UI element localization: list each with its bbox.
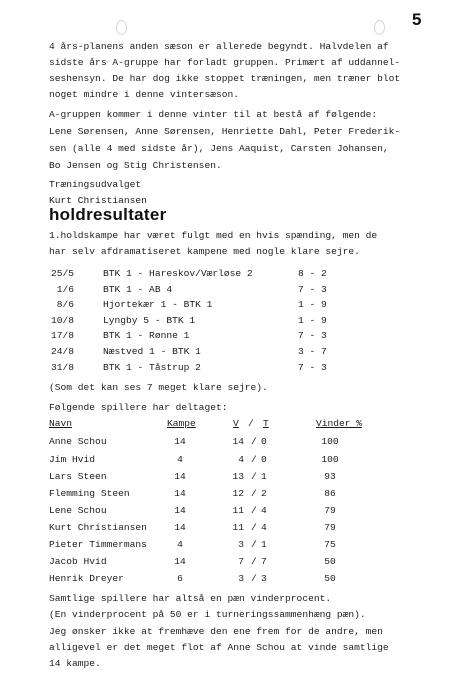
player-separator: /	[251, 436, 257, 447]
player-name: Kurt Christiansen	[49, 522, 147, 533]
header-won: V	[233, 418, 239, 429]
results-intro-line: har selv afdramatiseret kampene med nogle klare sejre.	[49, 246, 360, 257]
player-won: 13	[232, 471, 244, 482]
match-date: 24/8	[50, 346, 74, 357]
match-score: 1 - 9	[298, 315, 327, 326]
player-won: 11	[232, 522, 244, 533]
player-won: 14	[232, 436, 244, 447]
player-separator: /	[251, 522, 257, 533]
matches-note: (Som det kan ses 7 meget klare sejre).	[49, 382, 268, 393]
player-lost: 0	[261, 454, 267, 465]
player-win-pct: 93	[324, 471, 336, 482]
match-teams: Lyngby 5 - BTK 1	[103, 315, 196, 326]
player-lost: 1	[261, 471, 267, 482]
intro-line: noget mindre i denne vintersæson.	[49, 89, 239, 100]
header-matches: Kampe	[167, 418, 196, 429]
player-name: Lars Steen	[49, 471, 107, 482]
player-win-pct: 86	[324, 488, 336, 499]
player-name: Lene Schou	[49, 505, 107, 516]
player-separator: /	[251, 505, 257, 516]
player-separator: /	[251, 539, 257, 550]
player-name: Flemming Steen	[49, 488, 130, 499]
player-won: 3	[238, 539, 244, 550]
match-teams: Hjortekær 1 - BTK 1	[103, 299, 213, 310]
player-matches: 14	[174, 505, 186, 516]
match-score: 8 - 2	[298, 268, 327, 279]
match-date: 8/6	[56, 299, 74, 310]
player-lost: 3	[261, 573, 267, 584]
header-lost: T	[263, 418, 269, 429]
player-win-pct: 100	[321, 436, 339, 447]
match-date: 10/8	[50, 315, 74, 326]
player-name: Jim Hvid	[49, 454, 96, 465]
match-date: 31/8	[50, 362, 74, 373]
player-name: Henrik Dreyer	[49, 573, 124, 584]
player-won: 4	[238, 454, 244, 465]
player-separator: /	[251, 556, 257, 567]
player-matches: 14	[174, 522, 186, 533]
match-teams: Næstved 1 - BTK 1	[103, 346, 201, 357]
player-lost: 7	[261, 556, 267, 567]
match-score: 7 - 3	[298, 284, 327, 295]
match-teams: BTK 1 - Rønne 1	[103, 330, 190, 341]
player-matches: 14	[174, 471, 186, 482]
intro-line: 4 års-planens anden sæson er allerede begyndt. Halvdelen af	[49, 41, 389, 52]
player-matches: 14	[174, 488, 186, 499]
header-separator: /	[248, 418, 254, 429]
section-heading: holdresultater	[49, 205, 167, 224]
player-name: Jacob Hvid	[49, 556, 107, 567]
player-won: 3	[238, 573, 244, 584]
intro-line: sidste års A-gruppe har forladt gruppen. Primært af uddannel-	[49, 57, 401, 68]
player-won: 11	[232, 505, 244, 516]
closing-line: 14 kampe.	[49, 658, 101, 669]
player-win-pct: 79	[324, 522, 336, 533]
player-separator: /	[251, 488, 257, 499]
player-lost: 0	[261, 436, 267, 447]
match-score: 3 - 7	[298, 346, 327, 357]
signature-committee: Træningsudvalget	[49, 179, 142, 190]
player-matches: 4	[177, 454, 183, 465]
match-score: 7 - 3	[298, 362, 327, 373]
player-win-pct: 75	[324, 539, 336, 550]
intro-line: seshensyn. De har dog ikke stoppet træningen, men træner blot	[49, 73, 401, 84]
player-win-pct: 50	[324, 573, 336, 584]
player-lost: 4	[261, 505, 267, 516]
page-number: 5	[412, 10, 422, 29]
player-separator: /	[251, 454, 257, 465]
player-matches: 14	[174, 556, 186, 567]
player-matches: 6	[177, 573, 183, 584]
header-name: Navn	[49, 418, 73, 429]
player-separator: /	[251, 573, 257, 584]
match-date: 17/8	[50, 330, 74, 341]
closing-line: Jeg ønsker ikke at fremhæve den ene frem for de andre, men	[49, 626, 383, 637]
player-separator: /	[251, 471, 257, 482]
player-win-pct: 50	[324, 556, 336, 567]
match-score: 1 - 9	[298, 299, 327, 310]
match-teams: BTK 1 - AB 4	[103, 284, 173, 295]
player-lost: 2	[261, 488, 267, 499]
player-won: 12	[232, 488, 244, 499]
match-teams: BTK 1 - Hareskov/Værløse 2	[103, 268, 253, 279]
players-intro: Følgende spillere har deltaget:	[49, 402, 228, 413]
closing-line: (En vinderprocent på 50 er i turneringssammenhæng pæn).	[49, 609, 366, 620]
player-win-pct: 100	[321, 454, 339, 465]
group-line: sen (alle 4 med sidste år), Jens Aaquist, Carsten Johansen,	[49, 143, 389, 154]
results-intro-line: 1.holdskampe har været fulgt med en hvis spænding, men de	[49, 230, 378, 241]
group-line: A-gruppen kommer i denne vinter til at bestå af følgende:	[49, 109, 378, 120]
punch-hole-icon	[116, 20, 127, 35]
match-date: 1/6	[56, 284, 74, 295]
group-line: Lene Sørensen, Anne Sørensen, Henriette Dahl, Peter Frederik-	[49, 126, 401, 137]
player-won: 7	[238, 556, 244, 567]
match-teams: BTK 1 - Tåstrup 2	[103, 362, 201, 373]
closing-line: Samtlige spillere har altså en pæn vinderprocent.	[49, 593, 332, 604]
player-name: Anne Schou	[49, 436, 107, 447]
player-matches: 4	[177, 539, 183, 550]
player-lost: 1	[261, 539, 267, 550]
header-win-pct: Vinder %	[316, 418, 363, 429]
group-line: Bo Jensen og Stig Christensen.	[49, 160, 222, 171]
closing-line: alligevel er det meget flot af Anne Schou at vinde samtlige	[49, 642, 389, 653]
match-date: 25/5	[50, 268, 74, 279]
player-lost: 4	[261, 522, 267, 533]
match-score: 7 - 3	[298, 330, 327, 341]
punch-hole-icon	[374, 20, 385, 35]
signature-name: Kurt Christiansen	[49, 195, 147, 206]
player-win-pct: 79	[324, 505, 336, 516]
player-matches: 14	[174, 436, 186, 447]
player-name: Pieter Timmermans	[49, 539, 147, 550]
